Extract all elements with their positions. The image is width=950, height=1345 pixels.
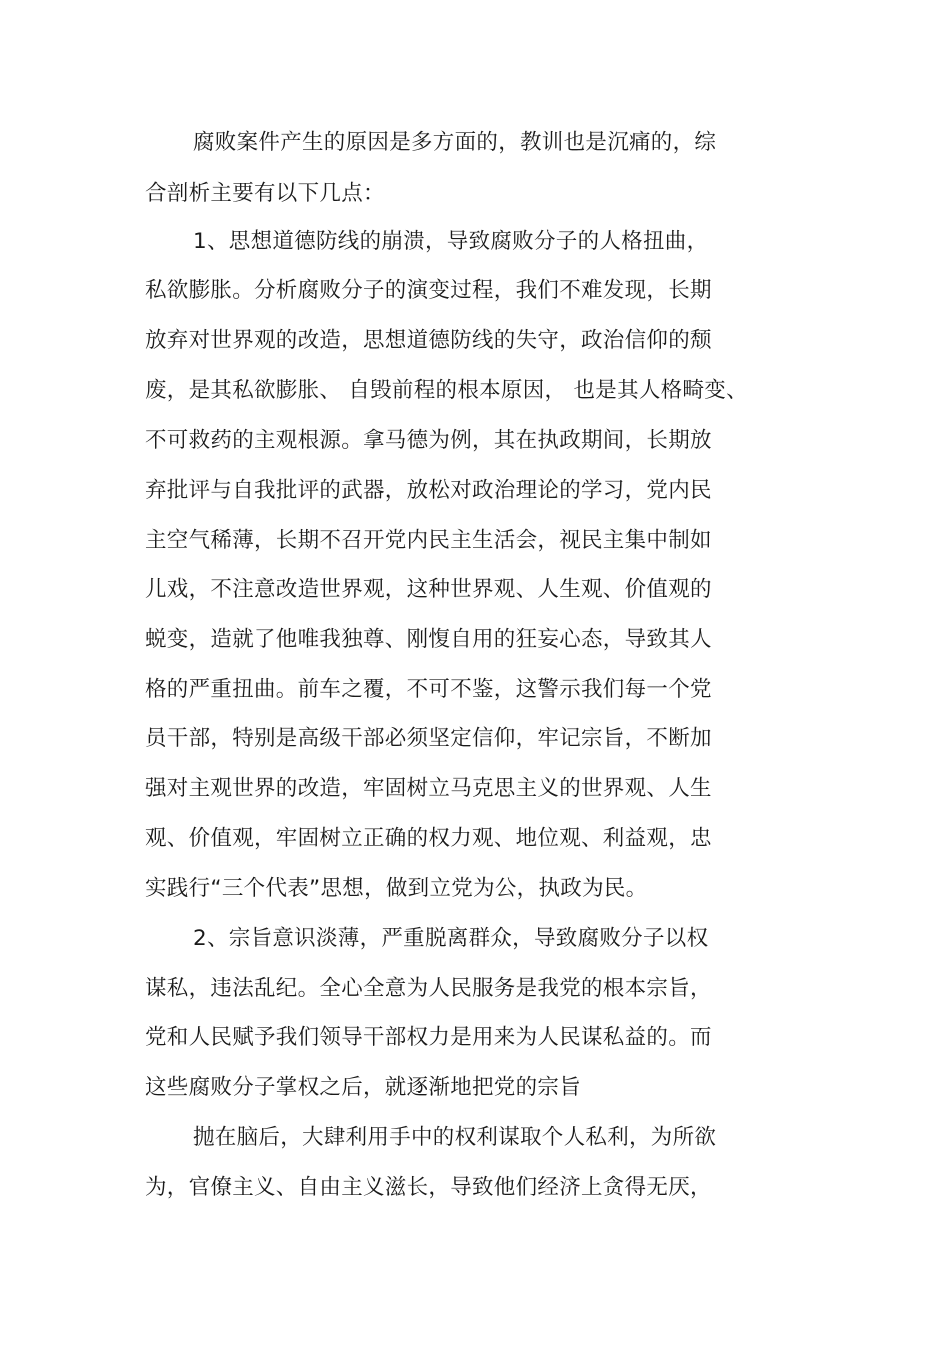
paragraph-2-line-8: 儿戏，不注意改造世界观，这种世界观、人生观、价值观的 xyxy=(145,577,712,602)
paragraph-4-line-1: 抛在脑后，大肆利用手中的权利谋取个人私利，为所欲 xyxy=(193,1125,717,1150)
paragraph-1-line-1: 腐败案件产生的原因是多方面的，教训也是沉痛的，综 xyxy=(193,130,717,155)
paragraph-2-line-7: 主空气稀薄，长期不召开党内民主生活会，视民主集中制如 xyxy=(145,528,712,553)
paragraph-2-line-12: 强对主观世界的改造，牢固树立马克思主义的世界观、人生 xyxy=(145,776,712,801)
paragraph-3-line-4: 这些腐败分子掌权之后，就逐渐地把党的宗旨 xyxy=(145,1075,582,1100)
paragraph-2-line-11: 员干部，特别是高级干部必须坚定信仰，牢记宗旨，不断加 xyxy=(145,726,712,751)
paragraph-2-line-13: 观、价值观，牢固树立正确的权力观、地位观、利益观，忠 xyxy=(145,826,712,851)
paragraph-3-line-3: 党和人民赋予我们领导干部权力是用来为人民谋私益的。而 xyxy=(145,1025,712,1050)
paragraph-2-line-14: 实践行“三个代表”思想，做到立党为公，执政为民。 xyxy=(145,876,648,901)
paragraph-2-line-9: 蜕变，造就了他唯我独尊、刚愎自用的狂妄心态，导致其人 xyxy=(145,627,712,652)
paragraph-2-line-10: 格的严重扭曲。前车之覆，不可不鉴，这警示我们每一个党 xyxy=(145,677,712,702)
paragraph-3-line-2: 谋私，违法乱纪。全心全意为人民服务是我党的根本宗旨， xyxy=(145,976,712,1001)
paragraph-2-line-5: 不可救药的主观根源。拿马德为例，其在执政期间，长期放 xyxy=(145,428,712,453)
paragraph-1-line-2: 合剖析主要有以下几点： xyxy=(145,181,385,206)
paragraph-4-line-2: 为，官僚主义、自由主义滋长，导致他们经济上贪得无厌， xyxy=(145,1175,712,1200)
paragraph-2-line-2: 私欲膨胀。分析腐败分子的演变过程，我们不难发现，长期 xyxy=(145,278,712,303)
paragraph-2-line-4: 废，是其私欲膨胀、 自毁前程的根本原因， 也是其人格畸变、 xyxy=(145,378,748,403)
paragraph-3-line-1: 2、宗旨意识淡薄，严重脱离群众，导致腐败分子以权 xyxy=(193,926,709,951)
paragraph-2-line-1: 1、思想道德防线的崩溃，导致腐败分子的人格扭曲， xyxy=(193,229,709,254)
paragraph-2-line-3: 放弃对世界观的改造，思想道德防线的失守，政治信仰的颓 xyxy=(145,328,712,353)
paragraph-2-line-6: 弃批评与自我批评的武器，放松对政治理论的学习，党内民 xyxy=(145,478,712,503)
